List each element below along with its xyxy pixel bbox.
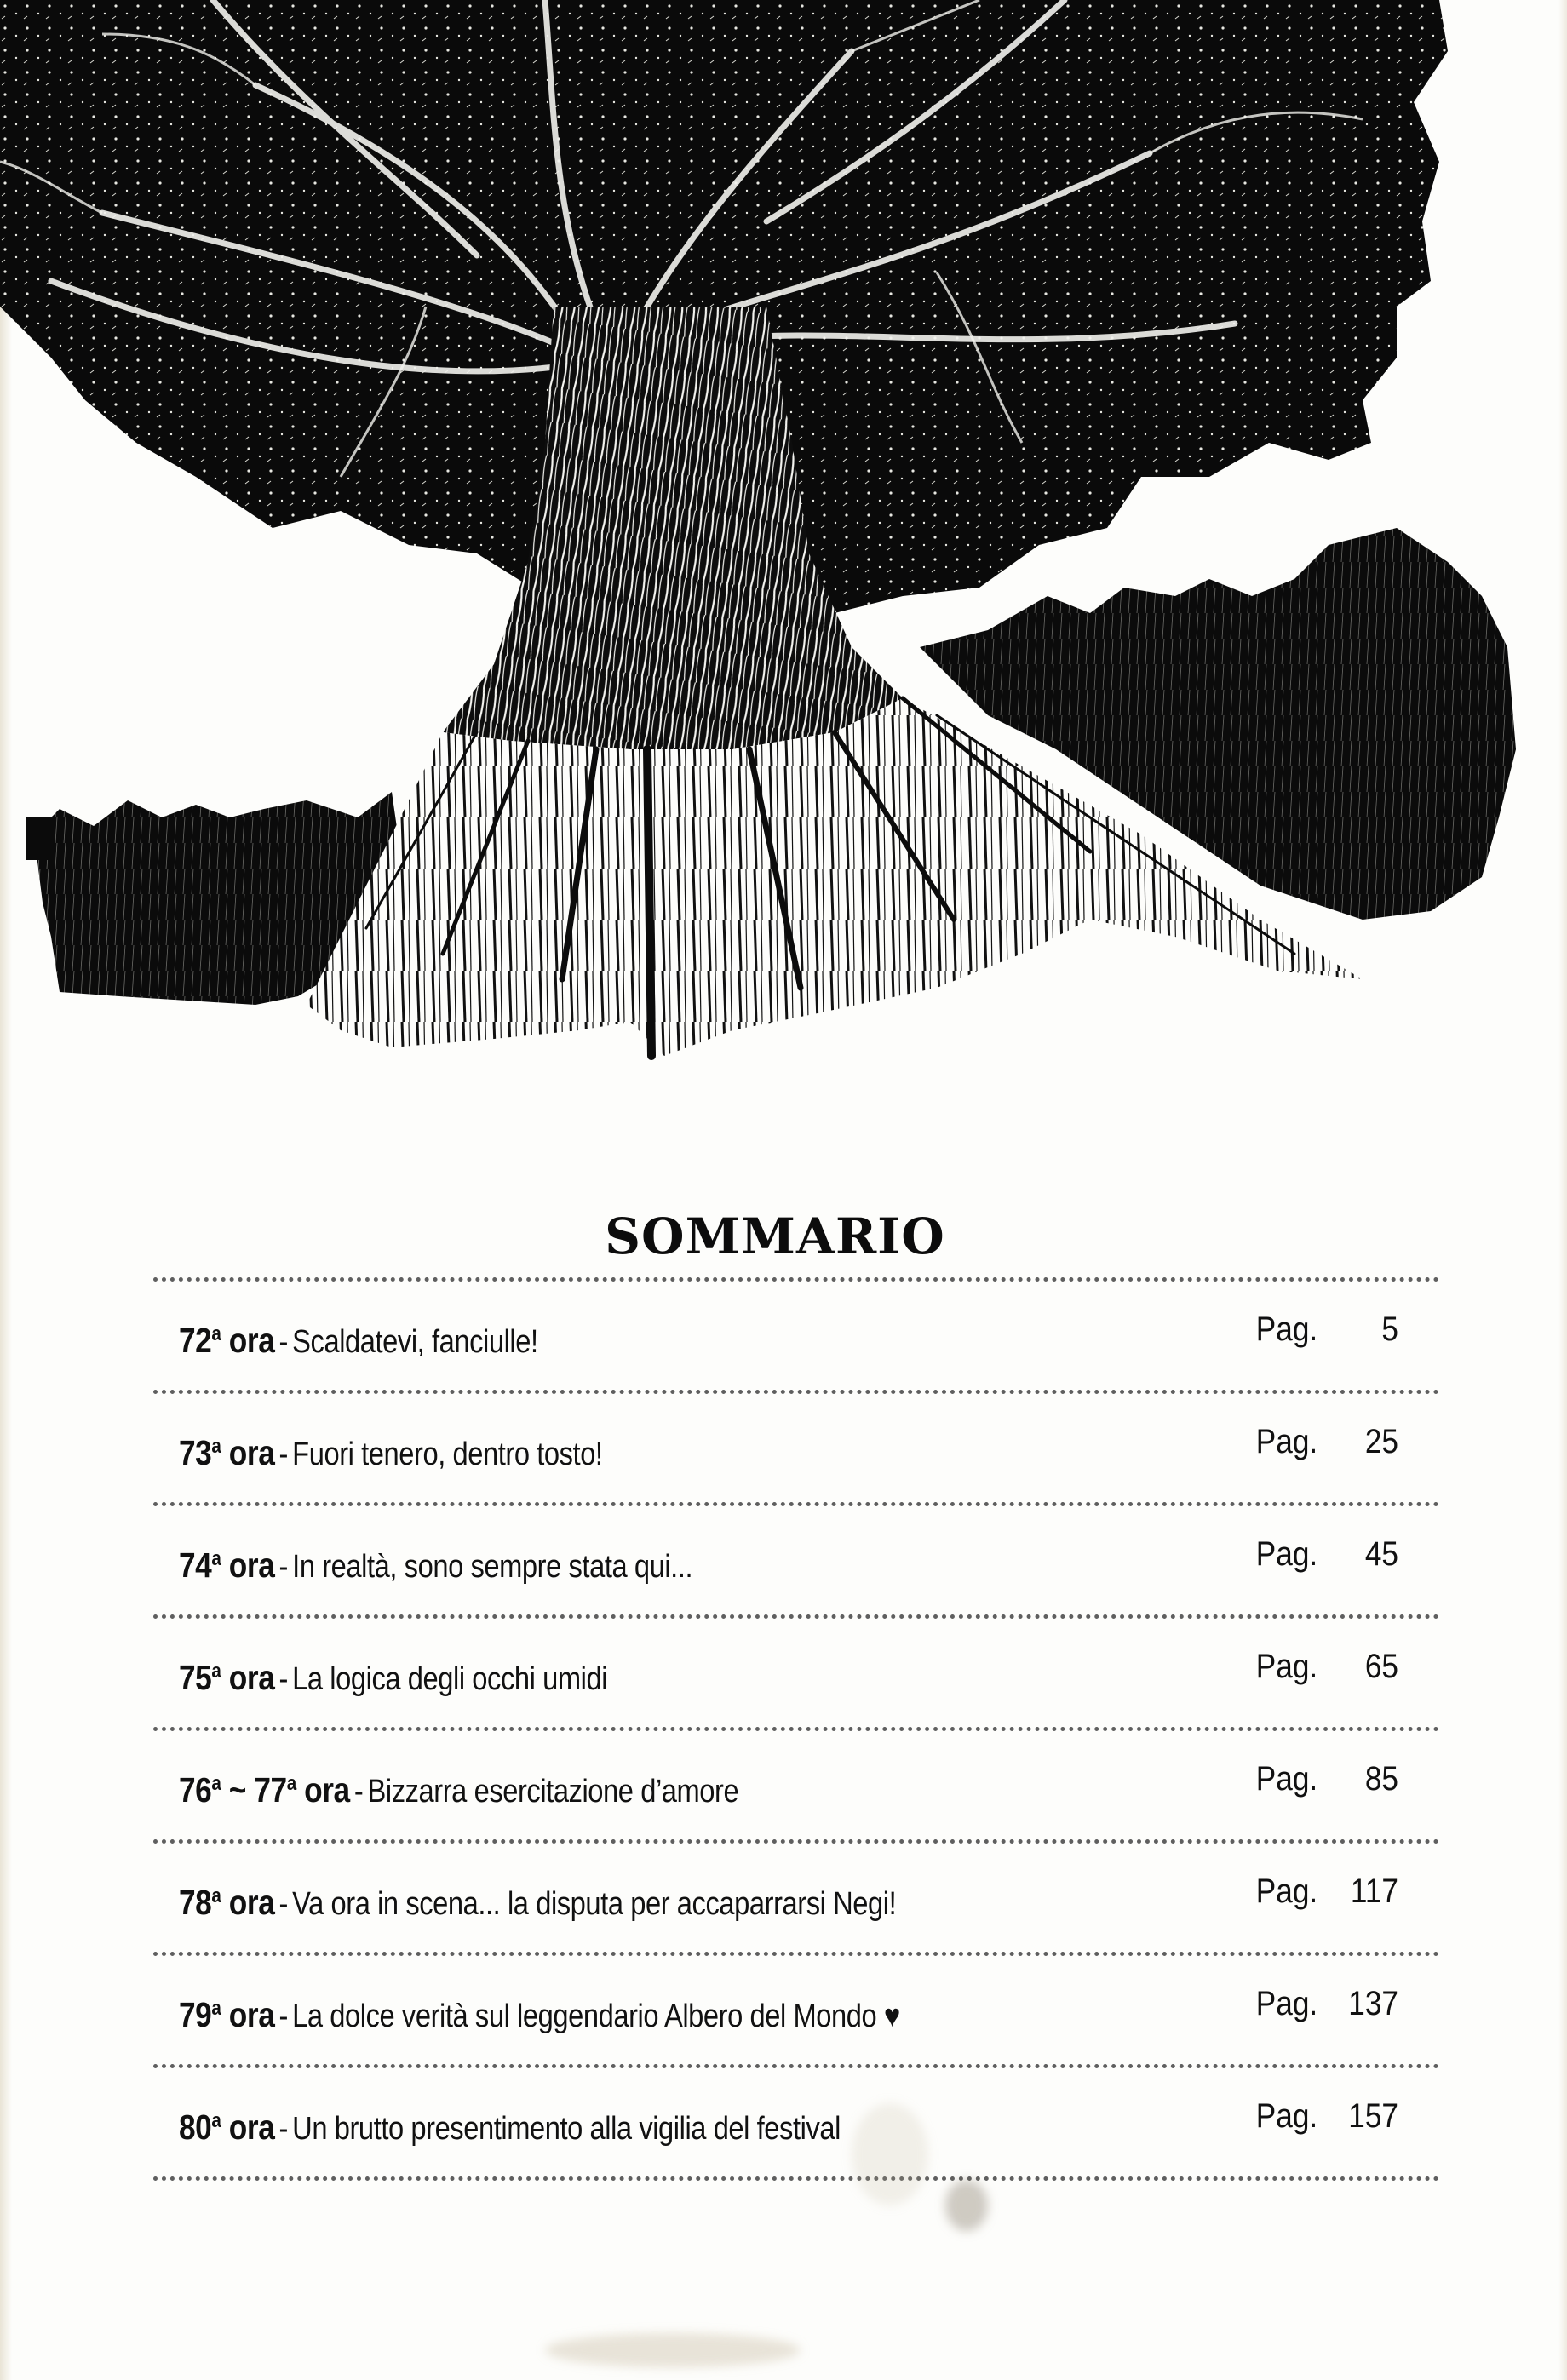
chapter-title: Va ora in scena... la disputa per accaparrarsi Negi!: [292, 1886, 897, 1922]
toc-entry: [179, 1433, 603, 1473]
chapter-number: 76$^a$ ~ 77$^a$ ora: [179, 1770, 350, 1809]
page-number: 65: [1364, 1648, 1398, 1685]
chapter-title: Bizzarra esercitazione d’amore: [367, 1774, 739, 1809]
chapter-number: 79$^a$ ora: [179, 1995, 275, 2034]
page-reference: [1256, 1423, 1398, 1461]
chapter-number: 73$^a$ ora: [179, 1433, 275, 1472]
page-number: 85: [1364, 1760, 1398, 1798]
dash: -: [353, 1774, 364, 1809]
chapter-number: 75$^a$ ora: [179, 1658, 275, 1697]
dash: -: [278, 2111, 289, 2147]
dash: -: [278, 1999, 289, 2034]
toc-row-chapter-78[interactable]: [153, 1844, 1439, 1952]
toc-row-chapter-79[interactable]: [153, 1956, 1439, 2064]
page-number: 45: [1364, 1535, 1398, 1573]
page-label: Pag.: [1255, 1423, 1318, 1460]
chapter-title: La logica degli occhi umidi: [292, 1661, 608, 1697]
chapter-number: 78$^a$ ora: [179, 1883, 275, 1922]
dash: -: [278, 1549, 289, 1585]
chapter-title: Scaldatevi, fanciulle!: [292, 1324, 538, 1360]
chapter-number: 80$^a$ ora: [179, 2108, 275, 2147]
chapter-number: 74$^a$ ora: [179, 1546, 275, 1585]
dotted-separator: [153, 2176, 1439, 2181]
dash: -: [278, 1886, 289, 1922]
dash: -: [278, 1437, 289, 1472]
toc-entry: [179, 1321, 538, 1361]
page-label: Pag.: [1255, 1985, 1318, 2022]
chapter-title: Un brutto presentimento alla vigilia del festival: [292, 2111, 841, 2147]
page-reference: [1256, 2097, 1398, 2136]
toc-row-chapter-76-77[interactable]: [153, 1731, 1439, 1839]
toc-entry: [179, 1883, 896, 1923]
page-reference: [1256, 1872, 1398, 1911]
page-label: Pag.: [1255, 1760, 1318, 1798]
toc-entry: [179, 1770, 738, 1810]
page-label: Pag.: [1255, 1310, 1318, 1348]
page-reference: [1256, 1310, 1398, 1349]
toc-entry: [179, 1546, 692, 1586]
page-number: 117: [1350, 1872, 1398, 1910]
tree-drawing-icon: [0, 0, 1567, 1073]
paper-stain: [545, 2333, 801, 2367]
page-reference: [1256, 1648, 1398, 1686]
toc-row-chapter-80[interactable]: [153, 2068, 1439, 2176]
dash: -: [278, 1324, 289, 1360]
table-of-contents: [153, 1277, 1439, 2181]
chapter-number: 72$^a$ ora: [179, 1321, 275, 1360]
page-reference: [1256, 1535, 1398, 1574]
range-tilde: ~: [228, 1770, 246, 1809]
dash: -: [278, 1661, 289, 1697]
toc-row-chapter-74[interactable]: [153, 1506, 1439, 1614]
toc-row-chapter-73[interactable]: [153, 1394, 1439, 1502]
page-number: 137: [1348, 1985, 1398, 2022]
page-label: Pag.: [1255, 2097, 1318, 2135]
page-label: Pag.: [1255, 1648, 1318, 1685]
toc-entry: [179, 1995, 900, 2035]
page-number: 25: [1364, 1423, 1398, 1460]
paper-stain: [852, 2103, 928, 2205]
toc-row-chapter-75[interactable]: [153, 1619, 1439, 1727]
chapter-title: In realtà, sono sempre stata qui...: [292, 1549, 693, 1585]
toc-title: SOMMARIO: [605, 1207, 945, 1265]
toc-entry: [179, 1658, 607, 1698]
toc-row-chapter-72[interactable]: [153, 1282, 1439, 1390]
paper-stain: [945, 2180, 988, 2231]
page-number: 157: [1348, 2097, 1398, 2135]
chapter-title: La dolce verità sul leggendario Albero del Mondo ♥: [292, 1999, 900, 2034]
page-label: Pag.: [1255, 1872, 1318, 1910]
page-number: 5: [1381, 1310, 1398, 1348]
page-reference: [1256, 1985, 1398, 2023]
page-reference: [1256, 1760, 1398, 1798]
page-label: Pag.: [1255, 1535, 1318, 1573]
world-tree-illustration: [0, 0, 1567, 1073]
chapter-title: Fuori tenero, dentro tosto!: [292, 1437, 603, 1472]
toc-entry: [179, 2108, 841, 2148]
